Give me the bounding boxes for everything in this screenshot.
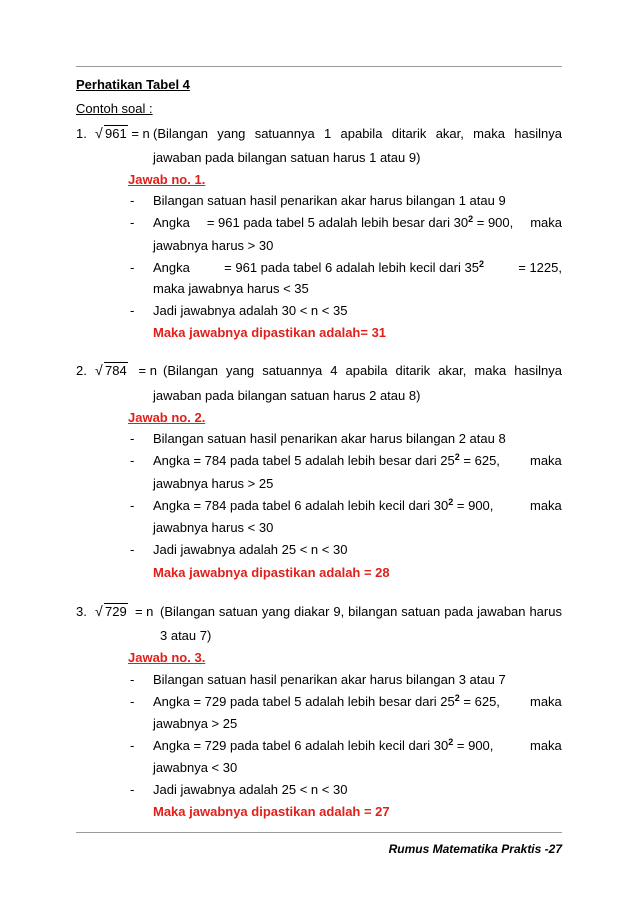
sqrt-icon: √ 784 [95,362,127,378]
equals-n: = n [134,604,154,619]
sqrt-icon: √ 729 [95,603,127,619]
bullet: - [130,303,135,318]
problem-2-description: (Bilangan yang satuannya 4 apabila ditarik akar, maka hasilnya [163,363,562,378]
problem-2-step-2-maka: maka [530,453,562,468]
problem-1-step-4: Jadi jawabnya adalah 30 < n < 35 [153,303,348,318]
bullet: - [130,431,135,446]
sqrt-icon: √ 961 [95,125,127,141]
radicand: 729 [105,604,127,619]
bullet: - [130,453,135,468]
problem-3-step-4: Jadi jawabnya adalah 25 < n < 30 [153,782,348,797]
problem-3-description-cont: 3 atau 7) [160,628,212,643]
subheading: Contoh soal : [76,101,153,116]
problem-2-step-3-maka: maka [530,498,562,513]
page-footer: Rumus Matematika Praktis -27 [388,842,562,856]
problem-2-expression [93,363,157,379]
problem-1-description: (Bilangan yang satuannya 1 apabila ditarik akar, maka hasilnya [153,126,562,141]
equals-n: = n [131,126,150,141]
problem-1-step-3: Angka = 961 pada tabel 6 adalah lebih kecil dari $35^2$ = 1225, [153,259,562,275]
problem-2-description-cont: jawaban pada bilangan satuan harus 2 atau 8) [153,388,421,403]
problem-1-description-cont: jawaban pada bilangan satuan harus 1 atau 9) [153,150,421,165]
problem-1-step-1: Bilangan satuan hasil penarikan akar harus bilangan 1 atau 9 [153,193,506,208]
problem-3-step-3-cont: jawabnya < 30 [153,760,238,775]
equals-n: = n [138,363,157,378]
bullet: - [130,260,135,275]
problem-2-jawab-heading: Jawab no. 2. [128,410,206,425]
bullet: - [130,542,135,557]
problem-2-step-3: Angka = 784 pada tabel 6 adalah lebih kecil dari $30^2 = 900$, [153,497,494,513]
bullet: - [130,193,135,208]
bottom-rule [76,832,562,833]
problem-1-jawab-heading: Jawab no. 1. [128,172,206,187]
problem-1-step-2: Angka = 961 pada tabel 5 adalah lebih besar dari $30^2 = 900$, maka [153,214,562,230]
problem-3-expression [93,604,153,620]
problem-2-result: Maka jawabnya dipastikan adalah = 28 [153,565,390,580]
problem-1-result: Maka jawabnya dipastikan adalah= 31 [153,325,387,340]
problem-2-step-2: Angka = 784 pada tabel 5 adalah lebih besar dari $25^2 = 625$, [153,452,500,468]
problem-3-step-2-maka: maka [530,694,562,709]
problem-3-jawab-heading: Jawab no. 3. [128,650,206,665]
problem-2-step-4: Jadi jawabnya adalah 25 < n < 30 [153,542,348,557]
radicand: 961 [105,126,127,141]
bullet: - [130,782,135,797]
radicand: 784 [105,363,127,378]
problem-2-step-2-cont: jawabnya harus > 25 [153,476,274,491]
problem-3-description: (Bilangan satuan yang diakar 9, bilangan satuan pada jawaban harus [160,604,562,619]
problem-3-step-3-maka: maka [530,738,562,753]
problem-3-step-2: Angka = 729 pada tabel 5 adalah lebih besar dari $25^2 = 625$, [153,693,500,709]
problem-3-step-3: Angka = 729 pada tabel 6 adalah lebih kecil dari $30^2 = 900$, [153,737,494,753]
problem-1-number: 1. [76,126,87,141]
problem-2-step-1: Bilangan satuan hasil penarikan akar harus bilangan 2 atau 8 [153,431,506,446]
bullet: - [130,498,135,513]
problem-2-step-3-cont: jawabnya harus < 30 [153,520,274,535]
problem-3-number: 3. [76,604,87,619]
bullet: - [130,694,135,709]
problem-2-number: 2. [76,363,87,378]
top-rule [76,66,562,67]
problem-3-step-2-cont: jawabnya > 25 [153,716,238,731]
heading: Perhatikan Tabel 4 [76,77,190,92]
problem-3-result: Maka jawabnya dipastikan adalah = 27 [153,804,390,819]
problem-1-expression [93,126,150,142]
bullet: - [130,215,135,230]
problem-1-step-2-cont: jawabnya harus > 30 [153,238,274,253]
problem-3-step-1: Bilangan satuan hasil penarikan akar harus bilangan 3 atau 7 [153,672,506,687]
bullet: - [130,672,135,687]
bullet: - [130,738,135,753]
problem-1-step-3-cont: maka jawabnya harus < 35 [153,281,309,296]
